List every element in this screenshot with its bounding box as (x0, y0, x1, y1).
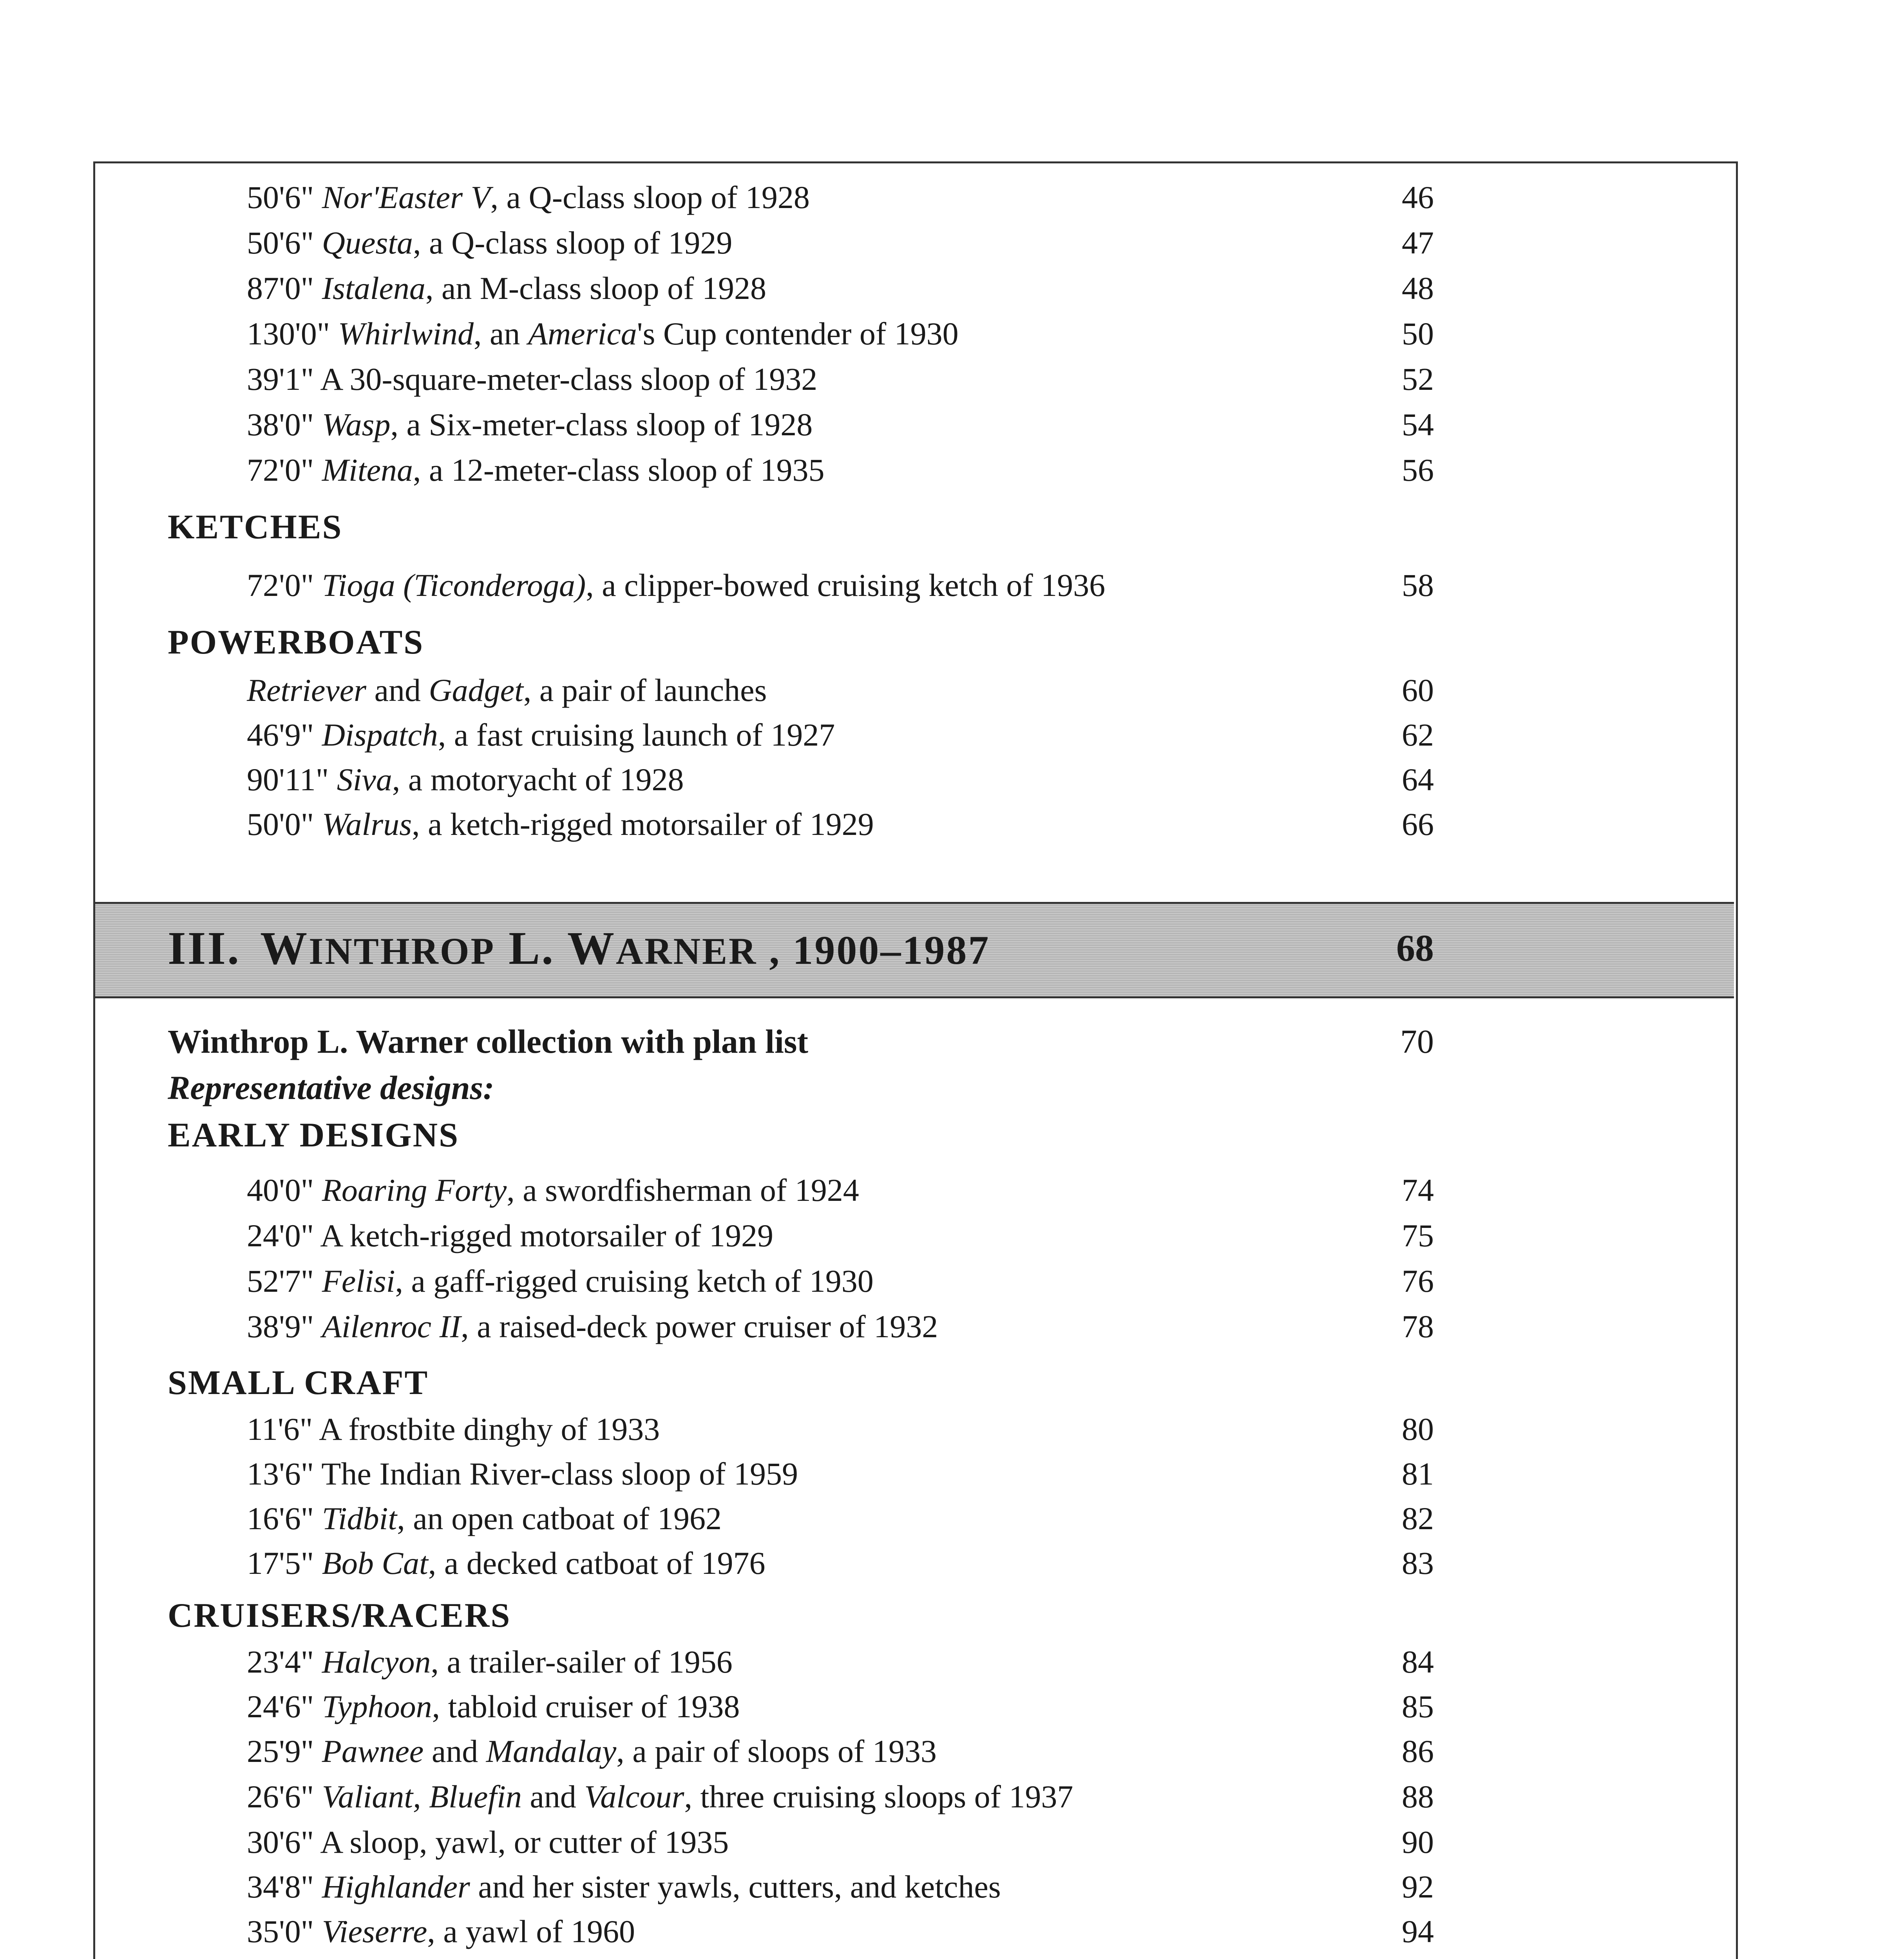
toc-entry: 23'4" Halcyon, a trailer-sailer of 1956 84 (0, 1639, 1904, 1686)
page-number: 90 (1402, 1824, 1434, 1860)
toc-entry: 25'9" Pawnee and Mandalay, a pair of sloops of 1933 86 (0, 1728, 1904, 1775)
page-number: 66 (1402, 806, 1434, 842)
page-number: 81 (1402, 1456, 1434, 1492)
page-number: 86 (1402, 1733, 1434, 1769)
section-heading: SMALL CRAFT (168, 1364, 429, 1402)
section-heading: CRUISERS/RACERS (168, 1597, 511, 1635)
page-number: 46 (1402, 179, 1434, 215)
page-number: 94 (1402, 1914, 1434, 1949)
page-number: 78 (1402, 1309, 1434, 1344)
page-number: 92 (1402, 1869, 1434, 1905)
representative-label: Representative designs: (168, 1069, 494, 1106)
toc-entry: 72'0" Mitena, a 12-meter-class sloop of 1935 56 (0, 447, 1904, 494)
page-number: 85 (1402, 1689, 1434, 1724)
toc-entry: 39'1" A 30-square-meter-class sloop of 1932 52 (0, 356, 1904, 403)
page-number: 50 (1402, 316, 1434, 351)
toc-entry: 52'7" Felisi, a gaff-rigged cruising ketch of 1930 76 (0, 1258, 1904, 1305)
page-number: 76 (1402, 1263, 1434, 1299)
page-number: 48 (1402, 270, 1434, 306)
toc-entry: 130'0" Whirlwind, an America's Cup contender of 1930 50 (0, 310, 1904, 357)
page-number: 88 (1402, 1779, 1434, 1814)
page-number: 70 (1400, 1023, 1434, 1060)
toc-entry: 50'6" Nor'Easter V, a Q-class sloop of 1928 46 (0, 174, 1904, 221)
page-number: 52 (1402, 361, 1434, 397)
toc-entry (0, 1954, 1904, 1959)
toc-entry: 13'6" The Indian River-class sloop of 1959 81 (0, 1450, 1904, 1497)
toc-entry: 87'0" Istalena, an M-class sloop of 1928 48 (0, 265, 1904, 312)
toc-entry: 11'6" A frostbite dinghy of 1933 80 (0, 1406, 1904, 1453)
page-number: 64 (1402, 762, 1434, 797)
toc-entry: 38'9" Ailenroc II, a raised-deck power cruiser of 1932 78 (0, 1303, 1904, 1350)
toc-entry: Retriever and Gadget, a pair of launches 60 (0, 667, 1904, 714)
toc-entry: 24'0" A ketch-rigged motorsailer of 1929 75 (0, 1212, 1904, 1259)
section-heading: POWERBOATS (168, 623, 424, 661)
page-number: 62 (1402, 717, 1434, 753)
page-number: 74 (1402, 1172, 1434, 1208)
section-heading: KETCHES (168, 508, 343, 546)
toc-entry: 26'6" Valiant, Bluefin and Valcour, three cruising sloops of 1937 88 (0, 1773, 1904, 1820)
toc-entry: 17'5" Bob Cat, a decked catboat of 1976 83 (0, 1540, 1904, 1587)
page-number (1340, 1954, 1434, 1959)
chapter-page-number: 68 (1396, 927, 1434, 969)
toc-entry: 72'0" Tioga (Ticonderoga), a clipper-bowed cruising ketch of 1936 58 (0, 562, 1904, 609)
toc-entry: 16'6" Tidbit, an open catboat of 1962 82 (0, 1495, 1904, 1542)
page-number: 83 (1402, 1545, 1434, 1581)
toc-entry: 46'9" Dispatch, a fast cruising launch of 1927 62 (0, 712, 1904, 759)
toc-entry: 34'8" Highlander and her sister yawls, cutters, and ketches 92 (0, 1863, 1904, 1910)
toc-entry: 50'6" Questa, a Q-class sloop of 1929 47 (0, 219, 1904, 266)
page-number: 47 (1402, 225, 1434, 261)
page-number: 56 (1402, 452, 1434, 488)
toc-entry: 40'0" Roaring Forty, a swordfisherman of 1924 74 (0, 1167, 1904, 1214)
section-heading: EARLY DESIGNS (168, 1116, 460, 1154)
chapter-title: III. WINTHROP L. WARNER , 1900–1987 (168, 922, 990, 974)
toc-entry: 24'6" Typhoon, tabloid cruiser of 1938 85 (0, 1683, 1904, 1730)
page-number: 60 (1402, 672, 1434, 708)
page-number: 75 (1402, 1218, 1434, 1253)
page-number: 58 (1402, 567, 1434, 603)
page-number: 82 (1402, 1501, 1434, 1536)
toc-entry: 38'0" Wasp, a Six-meter-class sloop of 1928 54 (0, 401, 1904, 448)
page-number: 80 (1402, 1411, 1434, 1447)
page-number: 54 (1402, 407, 1434, 442)
toc-entry: 90'11" Siva, a motoryacht of 1928 64 (0, 756, 1904, 803)
toc-entry: 30'6" A sloop, yawl, or cutter of 1935 90 (0, 1819, 1904, 1866)
page-number: 84 (1402, 1644, 1434, 1680)
toc-entry: 50'0" Walrus, a ketch-rigged motorsailer of 1929 66 (0, 801, 1904, 848)
collection-entry: Winthrop L. Warner collection with plan list 70 (0, 1018, 1904, 1065)
toc-entry: 35'0" Vieserre, a yawl of 1960 94 (0, 1908, 1904, 1955)
